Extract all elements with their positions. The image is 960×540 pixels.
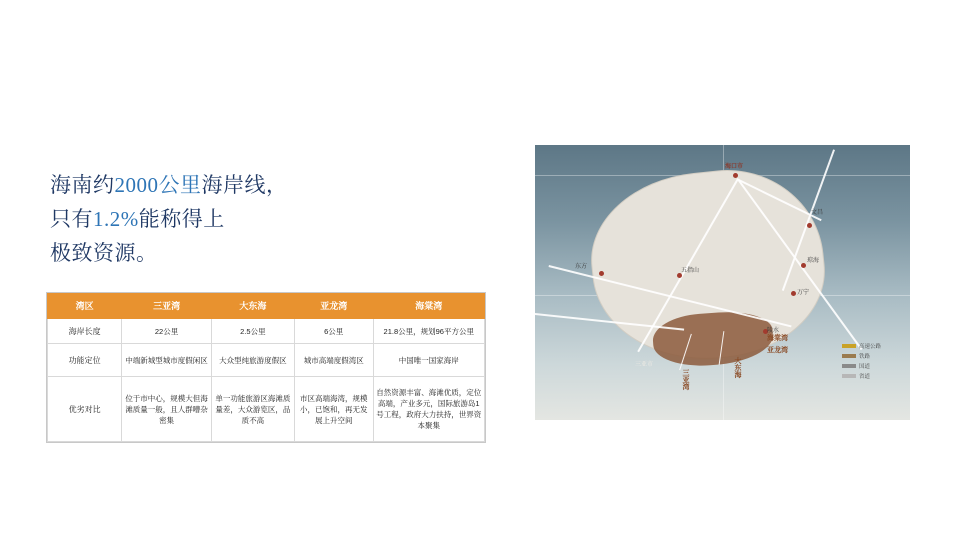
table-cell: 市区高端海湾，规模小，已饱和，再无发展上升空间 bbox=[294, 377, 373, 442]
table-row-label: 海岸长度 bbox=[48, 319, 122, 344]
table-cell: 城市高端度假湾区 bbox=[294, 344, 373, 377]
table-header-cell: 湾区 bbox=[48, 294, 122, 319]
headline-line1-post: 海岸线， bbox=[201, 173, 288, 197]
headline-line2-accent: 1.2% bbox=[93, 207, 139, 231]
map-city-label-wanning: 万宁 bbox=[797, 290, 810, 296]
map-legend-item bbox=[842, 362, 904, 370]
table-cell: 位于市中心，规模大但海滩质量一般，且人群嘈杂密集 bbox=[122, 377, 212, 442]
legend-swatch-icon bbox=[842, 354, 856, 358]
map-city-label-qionghai: 琼海 bbox=[807, 258, 820, 264]
map-legend-item bbox=[842, 342, 904, 350]
map-bay-label-yalongwan: 亚龙湾 bbox=[767, 347, 788, 354]
map-city-label-wuzhishan: 五指山 bbox=[681, 268, 700, 274]
map-city-label-haikou: 海口市 bbox=[725, 164, 744, 170]
map-city-dot bbox=[599, 271, 604, 276]
table-header-cell: 大东海 bbox=[211, 294, 294, 319]
table-cell: 大众型纯旅游度假区 bbox=[211, 344, 294, 377]
legend-swatch-icon bbox=[842, 374, 856, 378]
map-city-label-wenchang: 文昌 bbox=[811, 210, 824, 216]
hainan-map-image bbox=[535, 145, 910, 420]
map-bay-label-haitangwan: 海棠湾 bbox=[767, 335, 788, 342]
bay-comparison-table bbox=[46, 292, 486, 443]
table-header-cell: 亚龙湾 bbox=[294, 294, 373, 319]
headline-line2-post: 能称得上 bbox=[138, 207, 225, 231]
map-city-dot bbox=[801, 263, 806, 268]
legend-swatch-icon bbox=[842, 344, 856, 348]
table-cell: 2.5公里 bbox=[211, 319, 294, 344]
table-cell: 单一功能旅游区海滩质量差，大众游览区，品质不高 bbox=[211, 377, 294, 442]
table-row-label: 优劣对比 bbox=[48, 377, 122, 442]
headline-line2-pre: 只有 bbox=[50, 207, 93, 231]
map-city-label-sanya: 三亚市 bbox=[635, 362, 654, 368]
map-city-label-dongfang: 东方 bbox=[575, 264, 588, 270]
map-city-dot bbox=[733, 173, 738, 178]
legend-label: 铁路 bbox=[859, 354, 871, 360]
table-cell: 6公里 bbox=[294, 319, 373, 344]
map-legend-item bbox=[842, 352, 904, 360]
table-header-cell: 三亚湾 bbox=[122, 294, 212, 319]
map-city-dot bbox=[791, 291, 796, 296]
headline-line-3: 极致资源。 bbox=[50, 241, 158, 265]
headline-line1-pre: 海南约 bbox=[50, 173, 115, 197]
table-row-label: 功能定位 bbox=[48, 344, 122, 377]
map-city-dot bbox=[807, 223, 812, 228]
table-header-cell: 海棠湾 bbox=[373, 294, 484, 319]
legend-swatch-icon bbox=[842, 364, 856, 368]
headline-text bbox=[50, 168, 480, 270]
map-bay-label-dadonghai: 大东海 bbox=[734, 357, 741, 378]
table-row bbox=[48, 377, 485, 442]
headline-line1-accent: 2000公里 bbox=[114, 173, 202, 197]
map-legend bbox=[842, 342, 904, 382]
map-legend-item bbox=[842, 372, 904, 380]
table-cell: 自然资源丰富、海滩优质，定位高端，产业多元，国际旅游岛1号工程，政府大力扶持，世界资本聚集 bbox=[373, 377, 484, 442]
map-city-label-lingshui: 陵水 bbox=[767, 328, 780, 334]
table-row bbox=[48, 344, 485, 377]
table-cell: 中端新城型城市度假闲区 bbox=[122, 344, 212, 377]
table-cell: 中国唯一国家海岸 bbox=[373, 344, 484, 377]
legend-label: 省道 bbox=[859, 374, 871, 380]
table-cell: 21.8公里，规划96平方公里 bbox=[373, 319, 484, 344]
map-bay-label-sanyawan: 三亚湾 bbox=[682, 369, 689, 390]
table-header-row bbox=[48, 294, 485, 319]
legend-label: 国道 bbox=[859, 364, 871, 370]
headline-line-2 bbox=[50, 202, 480, 236]
table-row bbox=[48, 319, 485, 344]
table-cell: 22公里 bbox=[122, 319, 212, 344]
legend-label: 高速公路 bbox=[859, 344, 882, 350]
headline-line-1 bbox=[50, 168, 480, 202]
